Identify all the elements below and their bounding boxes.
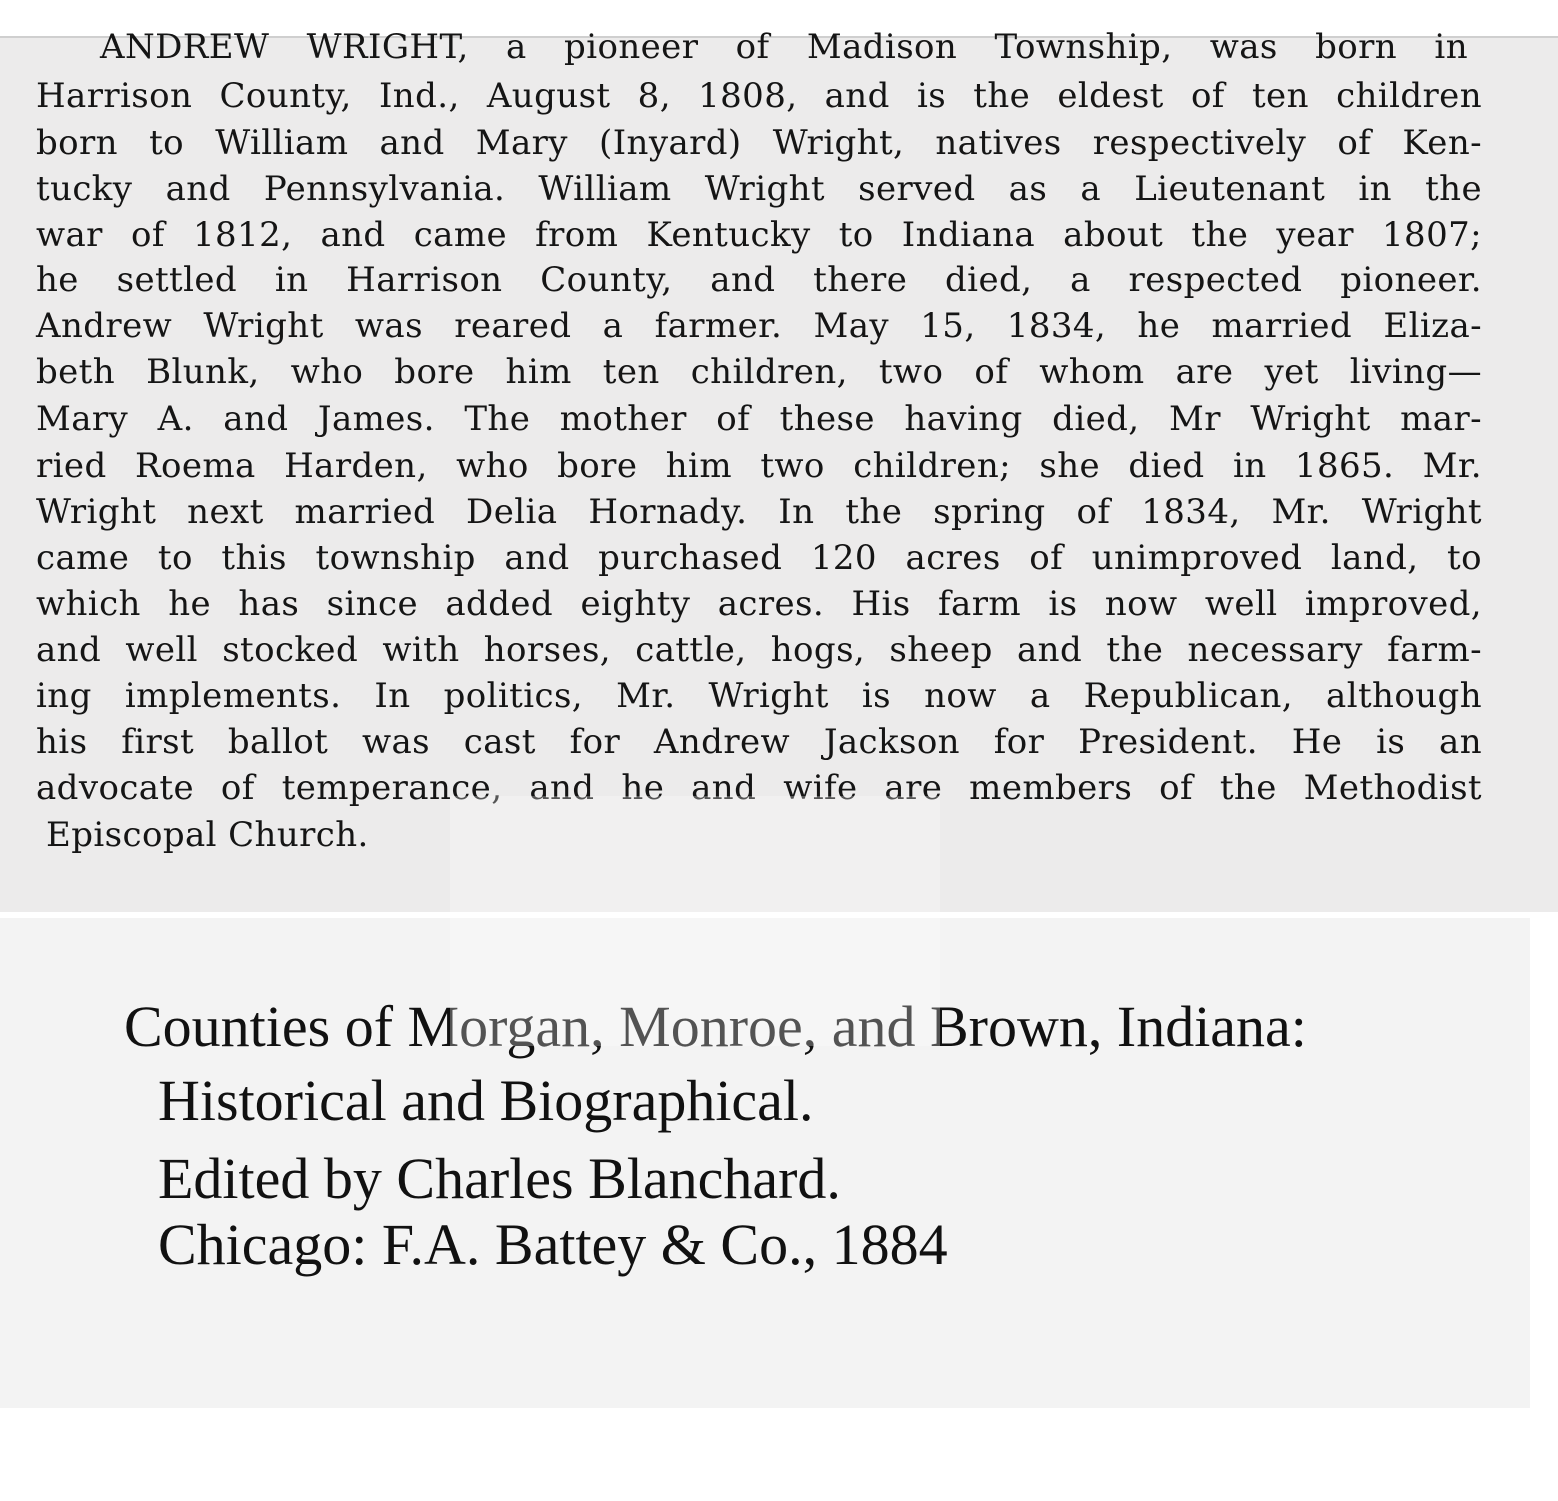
bio-line-8: beth Blunk, who bore him ten children, two of whom are yet living—: [36, 352, 1482, 392]
bio-line-4: tucky and Pennsylvania. William Wright served as a Lieutenant in the: [36, 169, 1482, 209]
bio-line-7: Andrew Wright was reared a farmer. May 15, 1834, he married Eliza-: [36, 306, 1482, 346]
bio-line-13: which he has since added eighty acres. His farm is now well improved,: [36, 584, 1482, 624]
citation-publisher-line: Chicago: F.A. Battey & Co., 1884: [158, 1212, 948, 1277]
bio-line-1: ANDREW WRIGHT, a pioneer of Madison Township, was born in: [100, 27, 1468, 67]
bio-line-2: Harrison County, Ind., August 8, 1808, and is the eldest of ten children: [36, 76, 1482, 116]
bio-line-9: Mary A. and James. The mother of these having died, Mr Wright mar-: [36, 399, 1482, 439]
bio-line-5: war of 1812, and came from Kentucky to Indiana about the year 1807;: [36, 215, 1482, 255]
bio-line-6: he settled in Harrison County, and there died, a respected pioneer.: [36, 260, 1482, 300]
bio-line-14: and well stocked with horses, cattle, hogs, sheep and the necessary farm-: [36, 630, 1482, 670]
bio-line-16: his first ballot was cast for Andrew Jackson for President. He is an: [36, 722, 1482, 762]
bio-line-18: Episcopal Church.: [46, 815, 369, 855]
citation-subtitle-line: Historical and Biographical.: [158, 1068, 814, 1133]
bio-line-11: Wright next married Delia Hornady. In the spring of 1834, Mr. Wright: [36, 492, 1482, 532]
bio-line-12: came to this township and purchased 120 acres of unimproved land, to: [36, 538, 1482, 578]
citation-title-line: Counties of Morgan, Monroe, and Brown, Indiana:: [124, 994, 1307, 1059]
bio-line-17: advocate of temperance, and he and wife are members of the Methodist: [36, 768, 1482, 808]
bio-line-15: ing implements. In politics, Mr. Wright is now a Republican, although: [36, 676, 1482, 716]
bio-line-10: ried Roema Harden, who bore him two children; she died in 1865. Mr.: [36, 446, 1482, 486]
citation-editor-line: Edited by Charles Blanchard.: [158, 1146, 841, 1211]
bio-line-3: born to William and Mary (Inyard) Wright, natives respectively of Ken-: [36, 123, 1482, 163]
